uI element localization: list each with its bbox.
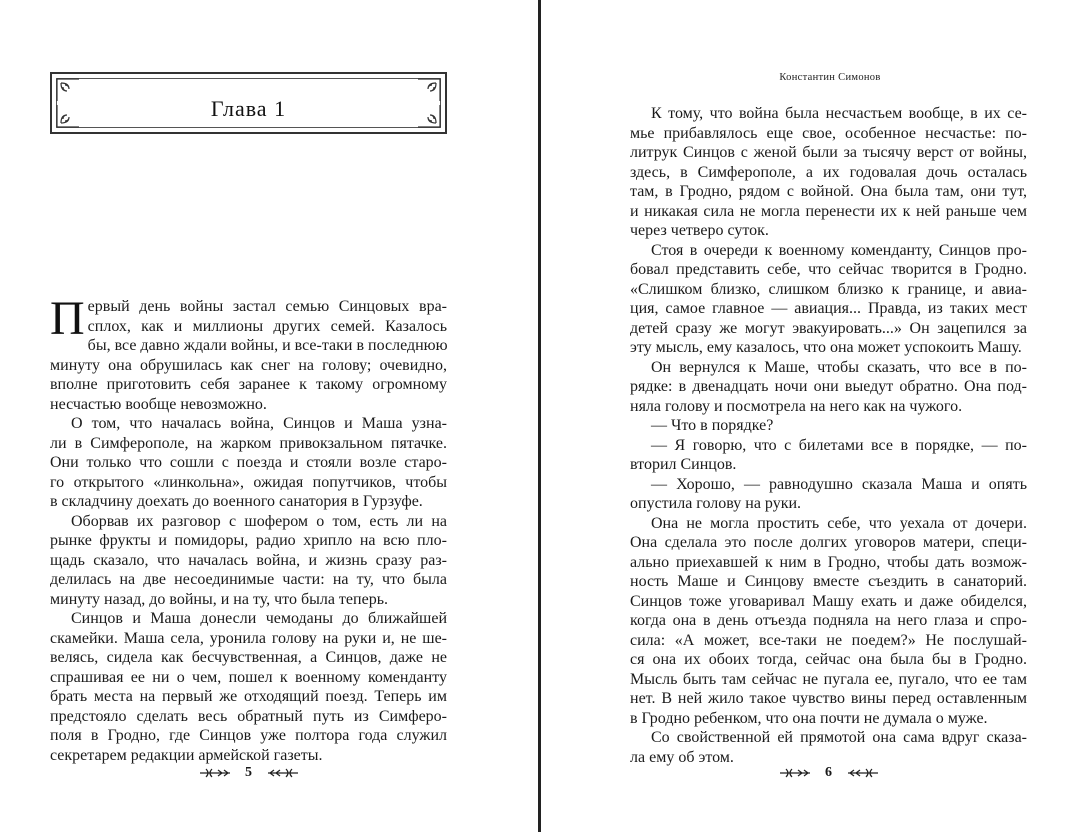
left-body-text (50, 292, 448, 765)
text-line: секретарем редакции армейской газеты. (50, 746, 323, 764)
text-line: — Что в порядке? (651, 417, 774, 434)
text-line: бовал представить себе, что сейчас творится в Гродно. (630, 261, 1027, 278)
folio-ornament-right-icon (846, 767, 880, 779)
text-line: ли в Симферополе, на жарком привокзальном пятачке. (50, 434, 447, 452)
text-line: в Гродно ребенком, что она почти не думала о муже. (630, 709, 988, 727)
left-page (0, 0, 538, 832)
text-line: Она не могла простить себе, что уехала от дочери. (651, 514, 1027, 532)
text-line: Она сделала это после долгих уговоров матери, специ- (630, 534, 1027, 551)
text-line: несчастью вообще невозможно. (50, 395, 267, 413)
drop-cap-letter: П (50, 292, 85, 345)
text-line: Со свойственной ей прямотой она сама вдруг сказа- (651, 729, 1027, 746)
text-line: опустила голову на руки. (630, 495, 802, 512)
text-line: нет. В ней жило такое чувство вины перед оставленным (630, 690, 1027, 707)
page-number-right: 6 (825, 765, 832, 780)
text-line: эту мысль, ему казалось, что она может успокоить Машу. (630, 339, 1022, 356)
text-line: здесь, в Симферополе, а их годовалая дочь осталась (630, 163, 1027, 181)
text-line: рынке фрукты и помидоры, радио хрипло на всю пло- (50, 532, 447, 549)
folio-ornament-right-icon (266, 767, 300, 779)
chapter-title: Глава 1 (210, 96, 287, 121)
text-line: скамейки. Маша села, уронила голову на руки и, не ше- (50, 629, 447, 647)
right-page-folio (630, 765, 1027, 781)
text-line: няла голову и посмотрела на него как на чужого. (630, 397, 963, 415)
text-line: щадь сказало, что началась война, и жизнь сразу раз- (50, 551, 447, 569)
text-line: Он вернулся к Маше, чтобы сказать, что все в по- (651, 358, 1027, 376)
text-line: через четверо суток. (630, 222, 769, 239)
text-line: минуту она обрушилась как снег на голову; очевидно, (50, 356, 447, 374)
text-line: предстояло сделать весь обратный путь из Симферо- (50, 707, 447, 725)
text-line: Стоя в очереди к военному коменданту, Синцов про- (651, 241, 1027, 259)
right-body-text (630, 104, 1027, 767)
text-line: вполне приготовить себя заранее к такому огромному (50, 376, 447, 393)
text-line: в складчину доехать до военного санатория в Гурзуфе. (50, 493, 423, 510)
right-page (541, 0, 1079, 832)
text-line: поля в Гродно, где Синцов уже полтора года служил (50, 727, 447, 744)
text-line: го открытого «линкольна», ожидая попутчиков, чтобы (50, 473, 447, 491)
text-line: минуту назад, до войны, и на ту, что была теперь. (50, 590, 388, 608)
running-head-author: Константин Симонов (779, 72, 881, 83)
text-line: когда она в день отъезда подняла на него глаза и спро- (630, 612, 1027, 629)
text-line: К тому, что война была несчастьем вообще, в их се- (651, 105, 1027, 122)
text-line: ся она их обоих тогда, сейчас она была бы в Гродно. (630, 651, 1027, 668)
text-line: мье прибавлялось еще свое, особенное несчастье: по- (630, 124, 1027, 142)
text-line: — Я говорю, что с билетами все в порядке, — по- (651, 436, 1027, 454)
text-line: ция, самое главное — авиация... Правда, из таких мест (630, 300, 1027, 317)
text-line: О том, что началась война, Синцов и Маша узна- (71, 415, 447, 432)
page-number-left: 5 (245, 765, 252, 780)
text-line: рядке: в двенадцать ночи они выедут обратно. Она под- (630, 378, 1027, 395)
text-line: брать места на первый же отходящий поезд. Теперь им (50, 688, 447, 705)
text-line: ность Маше и Синцову вместе съездить в санаторий. (630, 573, 1027, 590)
text-line: ла ему об этом. (630, 748, 734, 766)
text-line: и никакая сила не могла перенести их к ней раньше чем (630, 202, 1027, 220)
text-line: «Слишком близко, слишком близко к границе, и авиа- (630, 280, 1027, 298)
text-line: там, в Гродно, рядом с войной. Она была там, они тут, (630, 183, 1027, 200)
text-line: Синцов и Маша донесли чемоданы до ближайшей (71, 610, 447, 627)
text-line: делилась на две несоединимые части: на ту, что была (50, 571, 447, 588)
text-line: бы, все давно ждали войны, и все-таки в последнюю (87, 337, 448, 354)
text-line: спрашивая ее ни о чем, пошел к военному коменданту (50, 668, 447, 686)
chapter-heading-frame (50, 72, 447, 134)
text-line: велясь, сидела как бесчувственная, а Синцов, даже не (50, 649, 447, 666)
text-line: Мысль быть там сейчас не пугала ее, пугало, что ее там (630, 670, 1027, 688)
left-page-folio (50, 765, 447, 781)
text-line: литрук Синцов с женой были за тысячу верст от войны, (630, 144, 1027, 161)
text-line: ально приехавшей к ним в Гродно, чтобы дать возмож- (630, 553, 1027, 571)
text-line: Оборвав их разговор с шофером о том, есть ли на (71, 512, 447, 530)
text-line: детей сразу же могут эвакуировать...» Он зацепился за (630, 319, 1027, 337)
text-line: вторил Синцов. (630, 456, 737, 473)
folio-ornament-left-icon (198, 767, 232, 779)
text-line: — Хорошо, — равнодушно сказала Маша и опять (651, 475, 1027, 493)
text-line: Они только что сошли с поезда и стояли возле старо- (50, 454, 447, 471)
text-line: ервый день войны застал семью Синцовых вра- (87, 298, 447, 315)
text-line: сплох, как и миллионы других семей. Казалось (87, 317, 447, 335)
text-line: сила: «А может, все-таки не поедем?» Не послушай- (630, 631, 1027, 649)
folio-ornament-left-icon (778, 767, 812, 779)
text-line: Синцов тоже уговаривал Машу ехать и даже обиделся, (630, 592, 1027, 610)
